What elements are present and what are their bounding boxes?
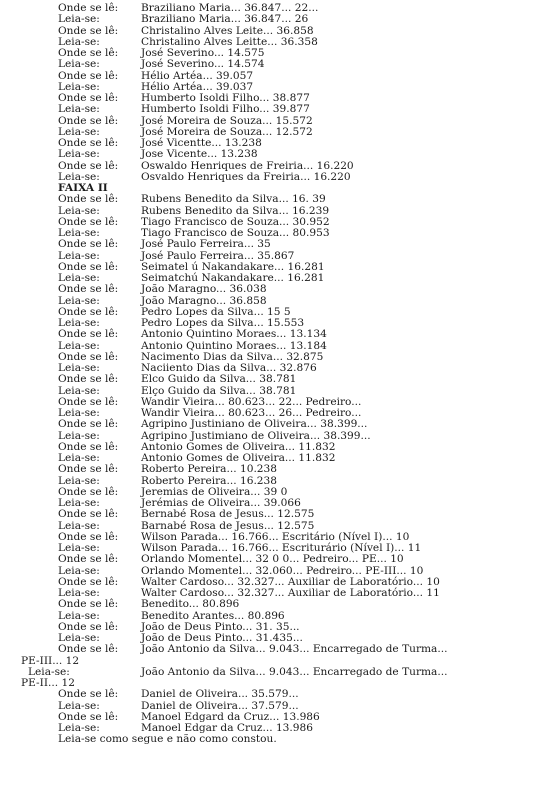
line-label: Leia-se: <box>58 452 100 464</box>
line-text: Nacimento Dias da Silva... 32.875 <box>141 350 324 363</box>
line-text: Orlando Momentel... 32.060... Pedreiro... PE-III... 10 <box>141 564 424 577</box>
line-label: Leia-se: <box>58 80 100 93</box>
line-label: Onde se lê: <box>58 373 119 386</box>
line-label: Onde se lê: <box>58 485 119 498</box>
line-label: Leia-se: <box>58 35 100 48</box>
line-label: Onde se lê: <box>58 238 119 251</box>
errata-line <box>0 509 554 520</box>
line-text: Benedito Arantes... 80.896 <box>141 609 285 622</box>
line-label: Onde se lê: <box>58 69 119 82</box>
line-text: João de Deus Pinto... 31.435... <box>141 632 303 644</box>
line-label: Onde se lê: <box>58 114 119 127</box>
line-label: Leia-se: <box>58 58 100 71</box>
line-text: Wilson Parada... 16.766... Escritário (Nível I)... 10 <box>141 530 410 543</box>
line-text: Jeremias de Oliveira... 39 0 <box>141 485 288 498</box>
line-text: João de Deus Pinto... 31. 35... <box>141 620 300 633</box>
section-heading-text: FAIXA II <box>58 182 108 194</box>
line-label: Leia-se: <box>58 227 100 239</box>
line-label: Onde se lê: <box>58 47 119 59</box>
errata-line <box>0 104 554 115</box>
line-label: Leia-se: <box>58 13 100 26</box>
line-label: Leia-se: <box>58 362 100 374</box>
line-label: Onde se lê: <box>58 553 119 566</box>
line-text: Barnabé Rosa de Jesus... 12.575 <box>141 519 315 532</box>
line-text: Pedro Lopes da Silva... 15.553 <box>141 317 305 329</box>
line-text: Wandir Vieira... 80.623... 26... Pedreiro... <box>141 407 362 419</box>
line-label: Onde se lê: <box>58 530 119 543</box>
line-label: Leia-se: <box>58 204 100 217</box>
line-text: José Moreira de Souza... 15.572 <box>141 114 313 127</box>
line-label: Leia-se: <box>58 497 100 509</box>
errata-line <box>0 689 554 700</box>
line-text: Walter Cardoso... 32.327... Auxiliar de Laboratório... 10 <box>141 575 440 588</box>
line-text: Manoel Edgar da Cruz... 13.986 <box>141 722 314 734</box>
errata-line <box>0 14 554 25</box>
line-text: Tiago Francisco de Souza... 80.953 <box>141 227 330 239</box>
line-label: Leia-se: <box>58 249 100 262</box>
line-text: Elco Guido da Silva... 38.781 <box>141 373 297 386</box>
line-text: Antonio Gomes de Oliveira... 11.832 <box>141 452 336 464</box>
line-label: Onde se lê: <box>58 710 119 723</box>
line-text: João Maragno... 36.038 <box>141 283 267 296</box>
line-label: Onde se lê: <box>58 643 119 656</box>
errata-line <box>0 329 554 340</box>
line-text: Jerémias de Oliveira... 39.066 <box>141 497 301 509</box>
line-text: José Paulo Ferreira... 35.867 <box>141 249 295 262</box>
line-text: José Moreira de Souza... 12.572 <box>141 125 313 138</box>
line-text: Orlando Momentel... 32 0 0... Pedreiro... PE... 10 <box>141 553 404 566</box>
line-text: José Severino... 14.574 <box>141 58 265 71</box>
line-text: Wandir Vieira... 80.623... 22... Pedreiro... <box>141 395 362 408</box>
line-text: Walter Cardoso... 32.327... Auxiliar de Laboratório... 11 <box>141 587 440 599</box>
line-label: Leia-se: <box>58 587 100 599</box>
closing-note <box>0 734 554 745</box>
line-label: Leia-se: <box>58 632 100 644</box>
line-text: Antonio Quintino Moraes... 13.184 <box>141 339 327 352</box>
line-label: Leia-se: <box>58 609 100 622</box>
line-text: Oswaldo Henriques de Freiria... 16.220 <box>141 159 354 172</box>
line-label: Leia-se: <box>58 125 100 138</box>
line-text: Hélio Artéa... 39.037 <box>141 80 254 93</box>
line-label: Leia-se: <box>58 170 100 183</box>
line-label: Onde se lê: <box>58 440 119 453</box>
line-text: Bernabé Rosa de Jesus... 12.575 <box>141 508 315 521</box>
errata-line <box>0 464 554 475</box>
errata-line <box>0 374 554 385</box>
errata-line <box>0 419 554 430</box>
line-label: Onde se lê: <box>58 688 119 701</box>
line-label: Onde se lê: <box>58 508 119 521</box>
line-text: Humberto Isoldi Filho... 39.877 <box>141 103 310 116</box>
errata-line <box>0 667 554 678</box>
line-label: Onde se lê: <box>58 305 119 318</box>
line-text: Agripino Justimiano de Oliveira... 38.399... <box>141 429 371 442</box>
line-label: Onde se lê: <box>58 350 119 363</box>
line-text: Antonio Gomes de Oliveira... 11.832 <box>141 440 336 453</box>
errata-line <box>0 149 554 160</box>
line-label: Leia-se: <box>58 519 100 532</box>
line-label: Leia-se: <box>58 542 100 554</box>
line-text: João Maragno... 36.858 <box>141 294 267 307</box>
line-label: Onde se lê: <box>58 24 119 37</box>
errata-list <box>0 3 554 746</box>
line-text: Braziliano Maria... 36.847... 26 <box>141 13 309 26</box>
line-label: Onde se lê: <box>58 193 119 206</box>
line-text: Christalino Alves Leite... 36.858 <box>141 24 314 37</box>
line-text: Benedito... 80.896 <box>141 598 240 611</box>
line-text: José Vicentte... 13.238 <box>141 137 262 149</box>
line-text: Leia-se como segue e não como constou. <box>58 733 277 746</box>
line-text: Naciiento Dias da Silva... 32.876 <box>141 362 317 374</box>
line-text: Seimatchú Nakandakare... 16.281 <box>141 272 325 284</box>
line-text: PE-II... 12 <box>21 677 75 689</box>
line-text: Braziliano Maria... 36.847... 22... <box>141 2 319 14</box>
line-text: Seimatel ú Nakandakare... 16.281 <box>141 260 325 273</box>
line-label: Leia-se: <box>58 294 100 307</box>
line-text: Rubens Benedito da Silva... 16.239 <box>141 204 330 217</box>
line-label: Onde se lê: <box>58 328 119 341</box>
line-text: Osvaldo Henriques da Freiria... 16.220 <box>141 170 351 183</box>
line-label: Leia-se: <box>58 384 100 397</box>
line-label: Onde se lê: <box>58 283 119 296</box>
line-label: Leia-se: <box>58 699 100 712</box>
line-label: Onde se lê: <box>58 215 119 228</box>
line-label: Leia-se: <box>58 407 100 419</box>
line-label: Leia-se: <box>58 148 100 161</box>
line-text: Humberto Isoldi Filho... 38.877 <box>141 92 310 104</box>
line-label: Leia-se: <box>58 272 100 284</box>
line-text: Daniel de Oliveira... 35.579... <box>141 688 299 701</box>
line-text: Jose Vicente... 13.238 <box>141 148 258 161</box>
line-label: Onde se lê: <box>58 2 119 14</box>
line-text: João Antonio da Silva... 9.043... Encarregado de Turma... <box>141 643 448 656</box>
errata-line <box>0 239 554 250</box>
line-label: Onde se lê: <box>58 395 119 408</box>
line-text: Wilson Parada... 16.766... Escriturário (Nível I)... 11 <box>141 542 422 554</box>
line-text: PE-III... 12 <box>21 654 80 667</box>
errata-line <box>0 59 554 70</box>
line-text: João Antonio da Silva... 9.043... Encarregado de Turma... <box>141 665 448 678</box>
errata-line <box>0 284 554 295</box>
line-label: Leia-se: <box>58 339 100 352</box>
line-text: Antonio Quintino Moraes... 13.134 <box>141 328 327 341</box>
line-label: Onde se lê: <box>58 137 119 149</box>
line-text: Hélio Artéa... 39.057 <box>141 69 254 82</box>
line-label: Onde se lê: <box>58 260 119 273</box>
line-text: José Paulo Ferreira... 35 <box>141 238 271 251</box>
line-text: Roberto Pereira... 16.238 <box>141 474 278 487</box>
errata-line <box>0 644 554 655</box>
line-label: Leia-se: <box>58 103 100 116</box>
line-text: Rubens Benedito da Silva... 16. 39 <box>141 193 326 206</box>
line-label: Onde se lê: <box>58 598 119 611</box>
line-label: Leia-se: <box>58 317 100 329</box>
errata-line <box>0 554 554 565</box>
line-label: Leia-se: <box>58 474 100 487</box>
line-text: Christalino Alves Leitte... 36.358 <box>141 35 318 48</box>
line-label: Onde se lê: <box>58 159 119 172</box>
line-label: Onde se lê: <box>58 92 119 104</box>
line-text: Agripino Justiniano de Oliveira... 38.399... <box>141 418 368 431</box>
line-label: Onde se lê: <box>58 463 119 476</box>
line-text: Elço Guido da Silva... 38.781 <box>141 384 297 397</box>
line-text: José Severino... 14.575 <box>141 47 265 59</box>
line-text: Roberto Pereira... 10.238 <box>141 463 278 476</box>
line-label: Onde se lê: <box>58 575 119 588</box>
line-label: Leia-se: <box>58 429 100 442</box>
line-label: Leia-se: <box>58 564 100 577</box>
line-text: Daniel de Oliveira... 37.579... <box>141 699 299 712</box>
line-label: Onde se lê: <box>58 620 119 633</box>
line-label: Leia-se: <box>28 665 70 678</box>
errata-line <box>0 194 554 205</box>
line-text: Tiago Francisco de Souza... 30.952 <box>141 215 330 228</box>
line-label: Onde se lê: <box>58 418 119 431</box>
line-label: Leia-se: <box>58 722 100 734</box>
line-text: Pedro Lopes da Silva... 15 5 <box>141 305 291 318</box>
line-text: Manoel Edgard da Cruz... 13.986 <box>141 710 320 723</box>
errata-line <box>0 599 554 610</box>
